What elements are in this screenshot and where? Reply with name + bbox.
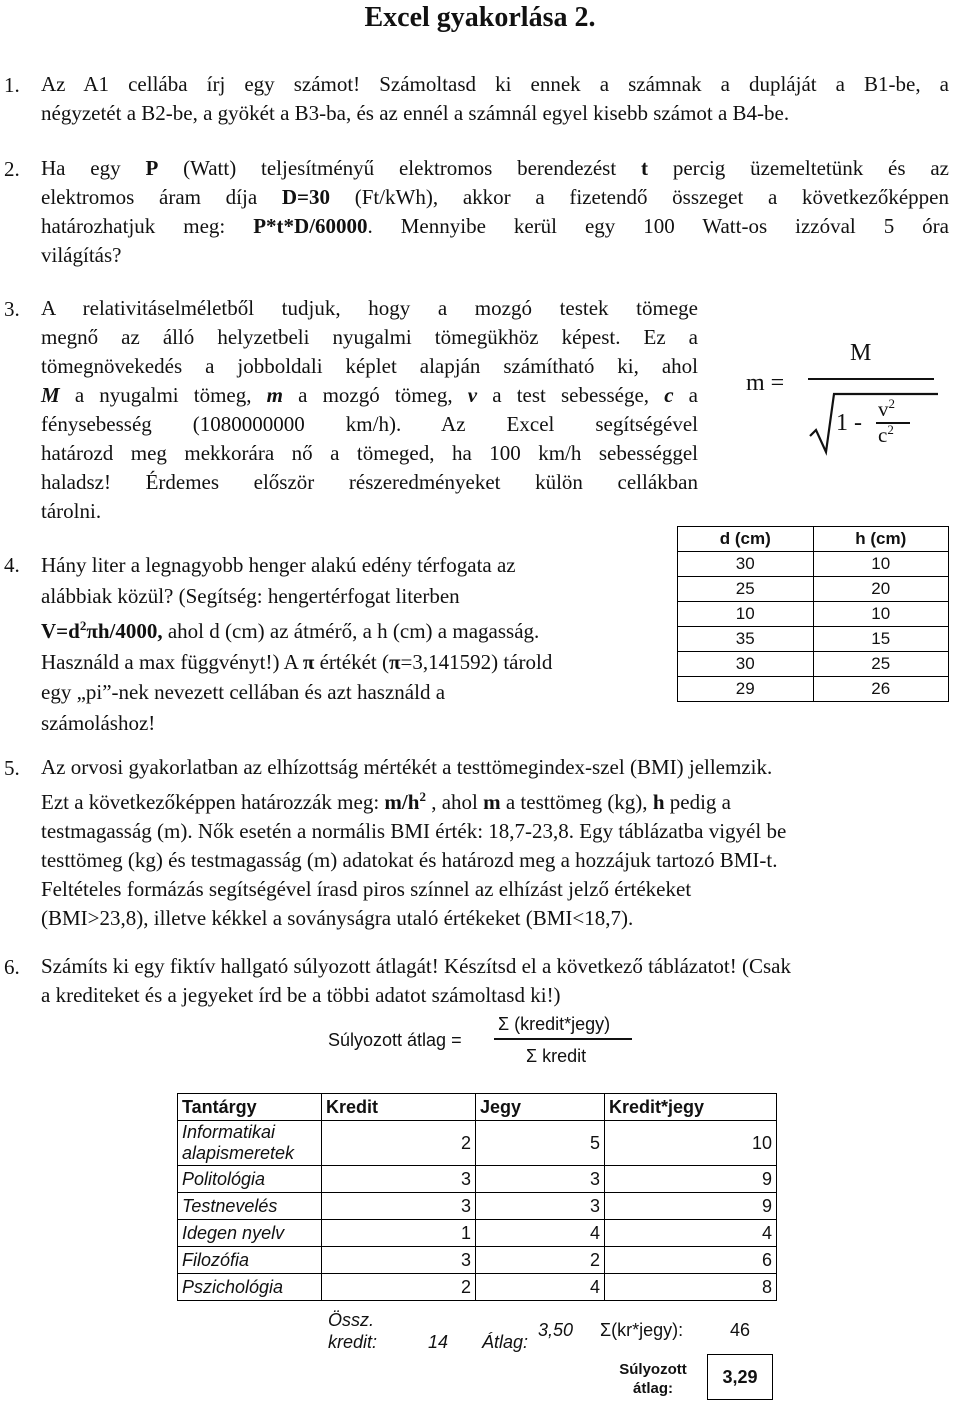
formula-numerator: M — [850, 340, 872, 366]
formula-lhs: m = — [746, 370, 785, 396]
q5-line-2: Ezt a következőképpen határozzák meg: $m/h^2$ , ahol m a testtömeg (kg), h pedig a — [41, 789, 731, 814]
formula-one-minus: 1 - — [836, 410, 862, 436]
weighted-average-formula — [328, 1012, 648, 1072]
weighted-average-box — [707, 1354, 773, 1400]
q2-number: 2. — [4, 157, 20, 181]
q3-line-4: M a nyugalmi tömeg, m a mozgó tömeg, v a test sebessége, c a — [41, 383, 698, 407]
formula-fraction-bar — [494, 1038, 632, 1040]
q4-line-6: számoláshoz! — [41, 710, 156, 735]
q3-line-5: fénysebesség (1080000000 km/h). Az Excel segítségével — [41, 412, 698, 436]
header-subject: Tantárgy — [178, 1094, 322, 1121]
table-row: Politológia 3 3 9 — [178, 1166, 777, 1193]
formula-fraction-bar — [808, 378, 934, 380]
q3-line-7: haladsz! Érdemes először részeredményeket külön cellákban — [41, 470, 698, 494]
sum-credit-grade-value: 46 — [730, 1320, 751, 1340]
weighted-average-value: 3,29 — [722, 1367, 758, 1387]
table-row: 25 20 — [678, 577, 949, 602]
q2-text — [41, 154, 949, 270]
q4-number: 4. — [4, 553, 20, 577]
q3-line-3: tömegnövekedés a jobboldali képlet alapján számítható ki, ahol — [41, 354, 698, 378]
q3-number: 3. — [4, 297, 20, 321]
q2-line-3: határozhatjuk meg: P*t*D/60000. Mennyibe kerül egy 100 Watt-os izzóval 5 óra — [41, 214, 949, 238]
q1-text — [41, 70, 949, 127]
q6-line-2: a krediteket és a jegyeket írd be a többi adatot számoltasd ki!) — [41, 983, 561, 1007]
q4-text — [41, 550, 661, 738]
header-d: d (cm) — [678, 527, 814, 552]
header-credit-grade: Kredit*jegy — [605, 1094, 777, 1121]
formula-c: $c^2$ — [878, 422, 894, 447]
table-header-row — [178, 1094, 777, 1121]
q2-line-2: elektromos áram díja D=30 (Ft/kWh), akkor a fizetendő összeget a következőképpen — [41, 185, 949, 209]
q1-line-2: négyzetét a B2-be, a gyökét a B3-ba, és az ennél a számnál egyel kisebb számot a B4-be. — [41, 100, 790, 125]
header-credit: Kredit — [322, 1094, 476, 1121]
formula-lhs: Súlyozott átlag = — [328, 1030, 462, 1050]
formula-v: $v^2$ — [878, 396, 895, 421]
table-header-row — [678, 527, 949, 552]
q5-line-1: Az orvosi gyakorlatban az elhízottság mértékét a testtömegindex-szel (BMI) jellemzik. — [41, 755, 773, 779]
q6-number: 6. — [4, 955, 20, 979]
table-row: 10 10 — [678, 602, 949, 627]
table-row: 35 15 — [678, 627, 949, 652]
header-grade: Jegy — [476, 1094, 605, 1121]
q6-line-1: Számíts ki egy fiktív hallgató súlyozott átlagát! Készítsd el a következő táblázatot! (Csak — [41, 954, 791, 978]
q6-text — [41, 952, 949, 1010]
q1-line-1: Az A1 cellába írj egy számot! Számoltasd ki ennek a számnak a dupláját a B1-be, a — [41, 72, 949, 96]
q3-line-6: határozd meg mekkorára nő a tömeged, ha 100 km/h sebességgel — [41, 441, 698, 465]
header-h: h (cm) — [813, 527, 949, 552]
page-title: Excel gyakorlása 2. — [364, 2, 596, 33]
q3-line-2: megnő az álló helyzetbeli nyugalmi tömegükhöz képest. Ez a — [41, 325, 698, 349]
q5-line-6: (BMI>23,8), illetve kékkel a soványságra utaló értékeket (BMI<18,7). — [41, 906, 634, 930]
q3-line-1: A relativitáselméletből tudjuk, hogy a mozgó testek tömege — [41, 296, 698, 320]
q5-line-5: Feltételes formázás segítségével írasd piros színnel az elhízást jelző értékeket — [41, 877, 692, 901]
q4-line-3: $V=d^2\pi h/4000$, ahol d (cm) az átmérő, a h (cm) a magasság. — [41, 618, 540, 643]
formula-numerator: Σ (kredit*jegy) — [498, 1014, 611, 1034]
q5-text — [41, 753, 949, 933]
table-row: 30 25 — [678, 652, 949, 677]
formula-denominator: Σ kredit — [526, 1046, 587, 1066]
table-row: 29 26 — [678, 677, 949, 702]
sum-credit-value: 14 — [428, 1332, 449, 1352]
q5-line-4: testtömeg (kg) és testmagasság (m) adatokat és határozd meg a hozzájuk tartozó BMI-t. — [41, 848, 778, 872]
q1-number: 1. — [4, 73, 20, 97]
table-row: 30 10 — [678, 552, 949, 577]
grades-table — [177, 1093, 777, 1301]
table-row: Informatikai alapismeretek 2 5 10 — [178, 1121, 777, 1166]
table-row: Testnevelés 3 3 9 — [178, 1193, 777, 1220]
relativity-formula — [742, 338, 942, 458]
table-row: Pszichológia 2 4 8 — [178, 1274, 777, 1301]
q2-line-1: Ha egy P (Watt) teljesítményű elektromos berendezést t percig üzemeltetünk és az — [41, 156, 949, 180]
average-label: Átlag: — [482, 1332, 529, 1352]
q3-text — [41, 294, 698, 526]
sqrt-sign-icon — [808, 390, 940, 456]
sum-credit-label: Össz. kredit: — [328, 1310, 378, 1352]
table-row: Filozófia 3 2 6 — [178, 1247, 777, 1274]
q4-line-5: egy „pi”-nek nevezett cellában és azt használd a — [41, 680, 446, 704]
q4-line-2: alábbiak közül? (Segítség: hengertérfogat literben — [41, 583, 460, 608]
cylinder-table — [677, 526, 949, 702]
q4-line-4: Használd a max függvényt!) A π értékét (π=3,141592) tárold — [41, 649, 553, 674]
q2-line-4: világítás? — [41, 243, 122, 267]
average-value: 3,50 — [538, 1320, 574, 1340]
weighted-average-label: Súlyozott átlag: — [619, 1361, 687, 1397]
q5-number: 5. — [4, 756, 20, 780]
sum-credit-grade-label: Σ(kr*jegy): — [600, 1320, 684, 1340]
q5-line-3: testmagasság (m). Nők esetén a normális BMI érték: 18,7-23,8. Egy táblázatba vigyél be — [41, 819, 787, 843]
table-row: Idegen nyelv 1 4 4 — [178, 1220, 777, 1247]
q3-line-8: tárolni. — [41, 499, 102, 523]
q4-line-1: Hány liter a legnagyobb henger alakú edény térfogata az — [41, 553, 516, 577]
